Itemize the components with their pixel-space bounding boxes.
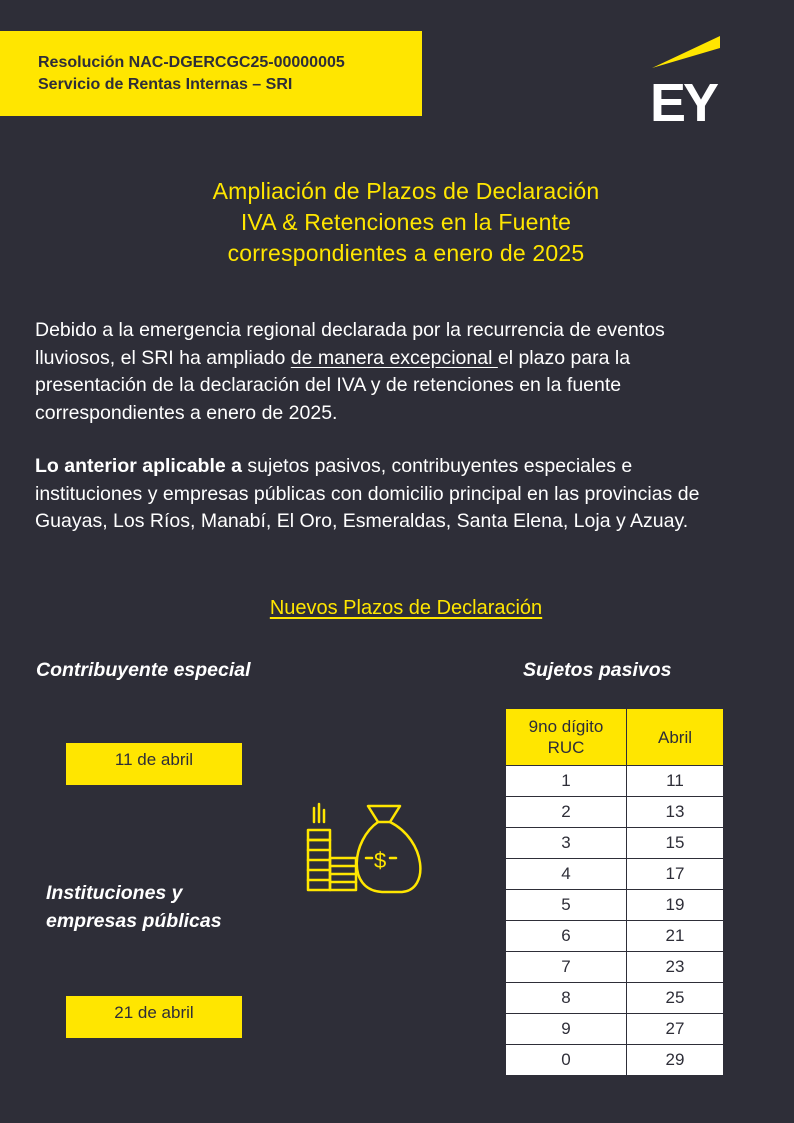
applicability-lead: Lo anterior aplicable a <box>35 455 242 477</box>
intro-text-start: Debido a la emergencia regional declarada por la recurrencia de eventos lluviosos, el SRI ha ampliado <box>35 319 665 369</box>
resolution-banner <box>0 31 422 116</box>
ey-logo-icon <box>650 36 722 124</box>
resolution-number: Resolución NAC-DGERCGC25-00000005 <box>38 54 345 71</box>
public-institutions-heading <box>46 879 222 935</box>
title-line-3: correspondientes a enero de 2025 <box>227 240 585 266</box>
ruc-digit-header: 9no dígito RUC <box>506 709 627 766</box>
april-day-cell: 29 <box>627 1045 724 1076</box>
special-taxpayer-heading: Contribuyente especial <box>36 659 251 681</box>
april-day-cell: 11 <box>627 766 724 797</box>
april-day-cell: 25 <box>627 983 724 1014</box>
april-day-cell: 27 <box>627 1014 724 1045</box>
public-institutions-heading-line2: empresas públicas <box>46 910 222 932</box>
table-row <box>506 766 724 797</box>
agency-name: Servicio de Rentas Internas – SRI <box>38 76 293 93</box>
special-taxpayer-date: 11 de abril <box>66 743 242 785</box>
april-day-cell: 13 <box>627 797 724 828</box>
ruc-digit-cell: 4 <box>506 859 627 890</box>
april-day-cell: 21 <box>627 921 724 952</box>
april-day-cell: 17 <box>627 859 724 890</box>
ruc-digit-cell: 6 <box>506 921 627 952</box>
table-row <box>506 828 724 859</box>
title-line-1: Ampliación de Plazos de Declaración <box>212 178 600 204</box>
ruc-digit-cell: 5 <box>506 890 627 921</box>
april-day-cell: 19 <box>627 890 724 921</box>
table-row <box>506 890 724 921</box>
table-header-row <box>506 709 724 766</box>
intro-underlined-text: de manera excepcional <box>290 346 498 369</box>
intro-text-end: el plazo para la presentación de la declaración del IVA y de retenciones en la fuente correspondientes a enero de 2025. <box>35 346 631 424</box>
title-line-2: IVA & Retenciones en la Fuente <box>240 209 572 235</box>
april-day-cell: 15 <box>627 828 724 859</box>
public-institutions-heading-line1: Instituciones y <box>46 882 183 904</box>
table-row <box>506 1045 724 1076</box>
ruc-digit-cell: 9 <box>506 1014 627 1045</box>
applicability-paragraph <box>35 453 735 536</box>
money-bag-coins-icon <box>302 800 426 896</box>
applicability-text: sujetos pasivos, contribuyentes especiales e instituciones y empresas públicas con domicilio principal en las provincias de Guayas, Los Ríos, Manabí, El Oro, Esmeraldas, Santa Elena, Loja y Azuay. <box>35 455 700 532</box>
page-title <box>0 176 794 269</box>
table-row <box>506 952 724 983</box>
ruc-digit-cell: 1 <box>506 766 627 797</box>
table-row <box>506 859 724 890</box>
section-title: Nuevos Plazos de Declaración <box>269 597 543 619</box>
intro-paragraph <box>35 317 735 427</box>
passive-subjects-heading: Sujetos pasivos <box>523 659 672 681</box>
table-row <box>506 921 724 952</box>
ruc-digit-cell: 2 <box>506 797 627 828</box>
ruc-digit-cell: 3 <box>506 828 627 859</box>
table-row <box>506 797 724 828</box>
table-row <box>506 1014 724 1045</box>
logo-text: EY <box>650 73 717 124</box>
ruc-digit-cell: 0 <box>506 1045 627 1076</box>
april-day-cell: 23 <box>627 952 724 983</box>
ruc-deadline-table <box>505 708 724 1076</box>
ruc-digit-cell: 7 <box>506 952 627 983</box>
ruc-digit-cell: 8 <box>506 983 627 1014</box>
april-header: Abril <box>627 709 724 766</box>
svg-text:$: $ <box>374 848 387 873</box>
public-institutions-date: 21 de abril <box>66 996 242 1038</box>
table-row <box>506 983 724 1014</box>
